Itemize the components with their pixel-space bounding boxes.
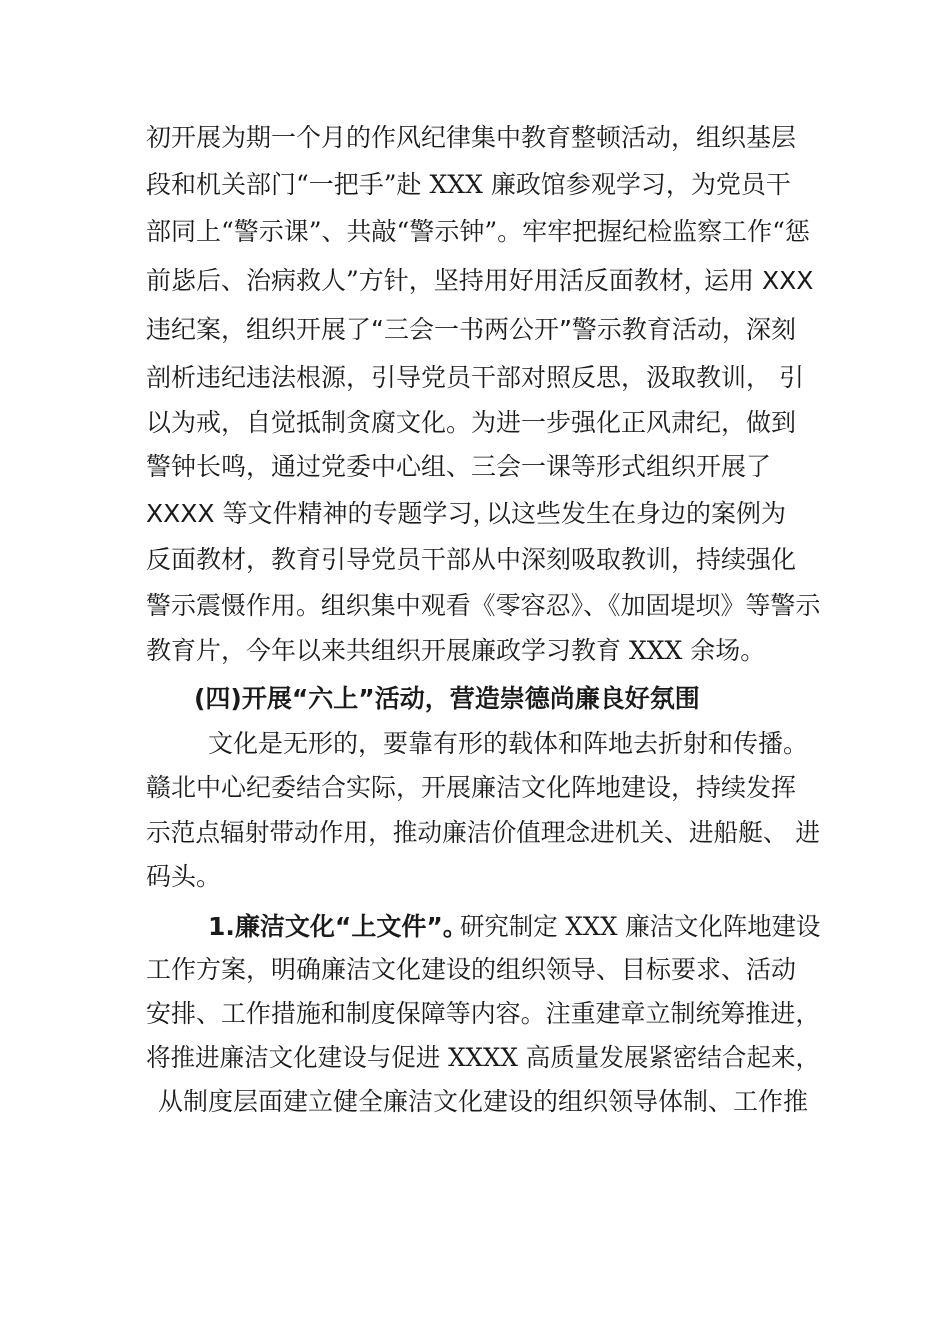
text-line: 安排、工作措施和制度保障等内容。注重建章立制统筹推进， [146,999,821,1028]
text-line: 警钟长鸣，通过党委中心组、三会一课等形式组织开展了 [146,452,772,481]
section-heading: (四)开展“六上”活动，营造崇德尚廉良好氛围 [194,684,700,713]
text-line: 运用 XXX [704,266,814,295]
text-line: 段和机关部门“一把手”赴 XXX 廉政馆参观学习，为党员干 [146,170,791,199]
text-line: 警示震慑作用。组织集中观看《零容忍》、《加固堤坝》等警示 [146,591,821,620]
text-line: 研究制定 XXX 廉洁文化阵地建设 [460,912,821,941]
text-line: 工作方案，明确廉洁文化建设的组织领导、目标要求、活动 [146,955,797,984]
text-line: 违纪案，组织开展了“三会一书两公开”警示教育活动， [146,315,747,344]
text-line: 以这些发生在身边的案例为 [486,499,787,528]
text-line: 将推进廉洁文化建设与促进 XXXX 高质量发展紧密结合起来， [146,1043,821,1072]
text-line: 文化是无形的，要靠有形的载体和阵地去折射和传播。 [208,729,809,758]
text-line: 深刻 [746,315,797,344]
subsection-heading: 1.廉洁文化“上文件”。 [208,912,468,941]
text-line: 初开展为期一个月的作风纪律集中教育整顿活动，组织基层 [146,123,797,152]
text-line: 从制度层面建立健全廉洁文化建设的组织领导体制、工作推 [158,1087,809,1116]
text-line: 以为戒，自觉抵制贪腐文化。为进一步强化正风肃纪，做到 [146,408,797,437]
text-line: XXXX 等文件精神的专题学习， [146,499,498,528]
text-line: 反面教材，教育引导党员干部从中深刻吸取教训，持续强化 [146,545,797,574]
text-line: 码头。 [146,862,222,891]
text-line: 教育片，今年以来共组织开展廉政学习教育 XXX 余场。 [146,636,766,665]
text-line: 赣北中心纪委结合实际，开展廉洁文化阵地建设，持续发挥 [146,773,797,802]
text-line: 前毖后、治病救人”方针，坚持用好用活反面教材， [146,266,709,295]
text-line: 剖析违纪违法根源，引导党员干部对照反思，汲取教训， 引 [146,363,804,392]
text-line: 部同上“警示课”、共敲“警示钟”。牢牢把握纪检监察工作“惩 [146,217,810,246]
text-line: 示范点辐射带动作用，推动廉洁价值理念进机关、进船艇、 进 [146,818,821,847]
